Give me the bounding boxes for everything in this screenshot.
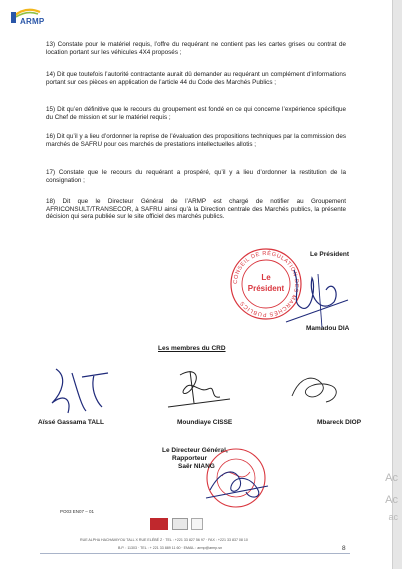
paragraph-16: [46, 133, 346, 148]
members-heading: Les membres du CRD: [158, 345, 226, 352]
member-1-signature: [42, 363, 114, 419]
member-3-name: Mbareck DIOP: [317, 419, 362, 426]
president-signature: [282, 262, 352, 332]
activation-watermark-1: Ac: [385, 472, 398, 484]
paragraph-number: 15): [46, 106, 56, 113]
stamp-word-le: Le: [261, 273, 271, 282]
logo-text: ARMP: [20, 17, 45, 26]
paragraph-text: Constate que le recours du requérant a prospéré, qu’il y a lieu d’ordonner la restitution de la consignation ;: [46, 169, 347, 184]
document-ref: PO03 EN07 – 01: [60, 509, 95, 514]
stamp-word-president: Président: [247, 284, 285, 293]
footer-address: RUE ALPHA HACHAMIYOU TALL X RUE ELÉBÉ Z · TEL : +221 33 827 56 97 · FAX : +221 33 837 08 10: [80, 538, 248, 542]
footer-divider: [40, 553, 350, 554]
paragraph-number: 16): [46, 133, 56, 140]
paragraph-number: 14): [46, 71, 56, 78]
paragraph-text: Dit que le Directeur Général de l’ARMP est chargé de notifier au Groupement AFRICONSULT/TRANSECOR, à SAFRU ainsi qu’à la Direction centrale des Marchés publics, la présente décision qui sera publiée sur le site officiel des marchés publics.: [46, 198, 346, 221]
iso-logo: [172, 518, 188, 530]
paragraph-number: 13): [46, 41, 56, 48]
paragraph-text: Dit qu’il y a lieu d’ordonner la reprise de l’évaluation des propositions techniques par la commission des marchés de SAFRU pour ces marchés de prestations intellectuelles allotis ;: [46, 133, 346, 148]
footer-contact: B.P. : 11303 · TEL : + 221 33 889 11 60 · EMAIL : armp@armp.sn: [118, 546, 223, 550]
paragraph-14: [46, 71, 346, 86]
activation-watermark-3: ac: [388, 512, 398, 522]
activation-watermark-2: Ac: [385, 494, 398, 506]
paragraph-number: 18): [46, 198, 56, 205]
president-name: Mamadou DIA: [306, 325, 350, 332]
paragraph-15: [46, 106, 346, 121]
dg-title-line1: Le Directeur Général,: [162, 447, 228, 454]
page-number: 8: [342, 545, 346, 552]
armp-logo: [6, 6, 56, 28]
paragraph-text: Dit que toutefois l’autorité contractante aurait dû demander au requérant un complément d’informations portant sur ces pièces en application de l’article 44 du Code des Marchés Publics ;: [46, 71, 347, 86]
member-2-signature: [160, 363, 234, 413]
certification-logo: [150, 518, 168, 530]
paragraph-13: [46, 41, 346, 56]
member-1-name: Aïssé Gassama TALL: [38, 419, 104, 426]
member-3-signature: [282, 366, 346, 414]
paragraph-text: Dit qu’en définitive que le recours du groupement est fondé en ce qui concerne l’expérience spécifique du Chef de mission et sur le matériel requis ;: [46, 106, 347, 121]
paragraph-number: 17): [46, 169, 56, 176]
paragraph-18: [46, 198, 346, 221]
paragraph-text: Constate pour le matériel requis, l’offre du requérant ne contient pas les cartes grises ou contrat de location portant sur les véhicules 4X4 proposés ;: [46, 41, 347, 56]
dg-title-line2: Rapporteur: [172, 455, 208, 462]
paragraph-17: [46, 169, 346, 184]
stamp-ring-text: CONSEIL DE RÉGULATION DES MARCHÉS PUBLICS: [232, 250, 300, 318]
dg-name: Saër NIANG: [178, 463, 215, 470]
quality-logo: [191, 518, 203, 530]
president-title: Le Président: [310, 251, 350, 258]
member-2-name: Moundiaye CISSE: [177, 419, 233, 426]
